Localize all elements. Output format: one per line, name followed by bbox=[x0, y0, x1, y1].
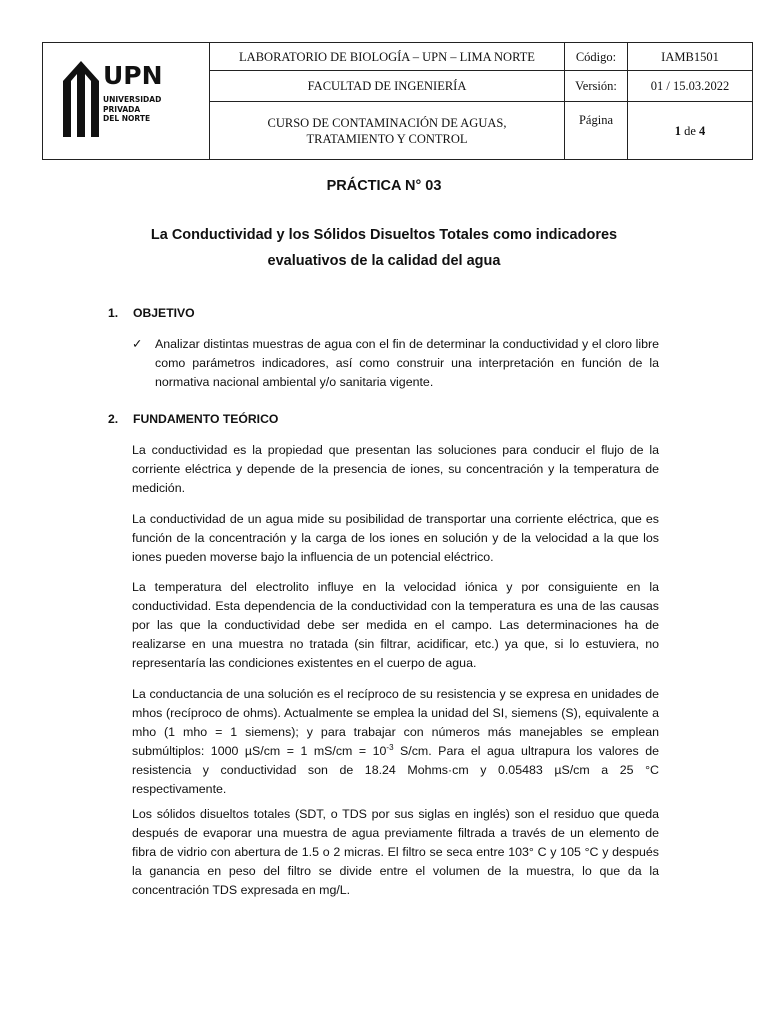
paragraph-4 bbox=[132, 685, 659, 799]
paragraph-4-part-a: La conductancia de una solución es el recíproco de su resistencia y se expresa en unidades de mhos (recíproco de ohms). Actualmente se emplea la unidad del SI, siemens (S), equivalente a mho (1 mho = 1 siemens); y para trabajar con números más manejables se emplean submúltiplos: 1000 µS/cm = 1 mS/cm = 10 bbox=[132, 687, 659, 758]
version-value: 01 / 15.03.2022 bbox=[628, 71, 753, 102]
course-title-line-1: CURSO DE CONTAMINACIÓN DE AGUAS, bbox=[267, 115, 507, 130]
subtitle-line-1: La Conductividad y los Sólidos Disueltos Totales como indicadores bbox=[150, 227, 618, 243]
exponent: -3 bbox=[386, 742, 394, 752]
lab-title: LABORATORIO DE BIOLOGÍA – UPN – LIMA NORTE bbox=[210, 43, 565, 71]
section-heading-objetivo bbox=[108, 306, 195, 320]
faculty-title: FACULTAD DE INGENIERÍA bbox=[210, 71, 565, 102]
logo-line-2: PRIVADA bbox=[103, 104, 141, 114]
version-label: Versión: bbox=[565, 71, 628, 102]
logo-subtitle bbox=[103, 95, 161, 124]
paragraph-3: La temperatura del electrolito influye en la velocidad iónica y por consiguiente en la conductividad. Esta dependencia de la conductividad con la temperatura es una de las causas por las que la conductividad debe ser medida en el campo. Las determinaciones ha de realizarse en una muestra no tratada (sin filtrar, acidificar, etc.) ya que, si lo estuviera, no representaría las condiciones existentes en el cuerpo de agua. bbox=[132, 580, 659, 670]
logo-brand-text: UPN bbox=[103, 61, 163, 90]
university-logo bbox=[43, 43, 209, 159]
section-heading-fundamento bbox=[108, 412, 278, 426]
document-subtitle bbox=[42, 222, 726, 274]
objective-text: Analizar distintas muestras de agua con el fin de determinar la conductividad y el cloro libre como parámetros indicadores, así como construir una interpretación en función de la normativa nacional ambiental y/o sanitaria vigente. bbox=[155, 337, 659, 389]
document-header-table bbox=[42, 42, 753, 160]
paragraph-4-part-b: S/cm. Para el agua ultrapura los valores de resistencia y conductividad son de 18.24 Mohms·cm y 0.05483 µS/cm a 25 °C respectivamente. bbox=[132, 744, 660, 796]
course-title bbox=[210, 102, 565, 160]
upn-arrow-icon bbox=[61, 59, 101, 139]
paragraph-5: Los sólidos disueltos totales (SDT, o TDS por sus siglas en inglés) son el residuo que queda después de evaporar una muestra de agua previamente filtrada a través de un elemento de fibra de vidrio con abertura de 1.5 o 2 micras. El filtro se seca entre 103° C y 105 °C y después la ganancia en peso del filtro se divide entre el volumen de la muestra, lo que da la concentración TDS expresada en mg/L. bbox=[132, 807, 659, 897]
course-title-line-2: TRATAMIENTO Y CONTROL bbox=[306, 131, 468, 146]
practice-title: PRÁCTICA N° 03 bbox=[326, 178, 442, 194]
logo-line-3: DEL NORTE bbox=[103, 114, 151, 123]
page-label: Página bbox=[565, 102, 628, 160]
paragraph-1: La conductividad es la propiedad que presentan las soluciones para conducir el flujo de la corriente eléctrica y depende de la presencia de iones, su concentración y la temperatura de medición. bbox=[132, 443, 659, 495]
section-title: OBJETIVO bbox=[133, 306, 195, 320]
page-current: 1 bbox=[674, 123, 681, 138]
section-title: FUNDAMENTO TEÓRICO bbox=[133, 412, 279, 426]
logo-cell bbox=[43, 43, 210, 160]
section-number: 2. bbox=[108, 412, 119, 426]
section-number: 1. bbox=[108, 306, 119, 320]
checkmark-icon: ✓ bbox=[132, 337, 143, 351]
paragraph-2: La conductividad de un agua mide su posibilidad de transportar una corriente eléctrica, que es función de la concentración y la carga de los iones en solución y de la velocidad a la que los iones pueden moverse bajo la influencia de un potencial eléctrico. bbox=[132, 512, 659, 564]
logo-line-1: UNIVERSIDAD bbox=[103, 95, 162, 104]
subtitle-line-2: evaluativos de la calidad del agua bbox=[267, 253, 501, 269]
page-total: 4 bbox=[699, 123, 706, 138]
page-number bbox=[628, 102, 753, 160]
code-value: IAMB1501 bbox=[628, 43, 753, 71]
page-of: de bbox=[684, 123, 696, 138]
code-label: Código: bbox=[565, 43, 628, 71]
